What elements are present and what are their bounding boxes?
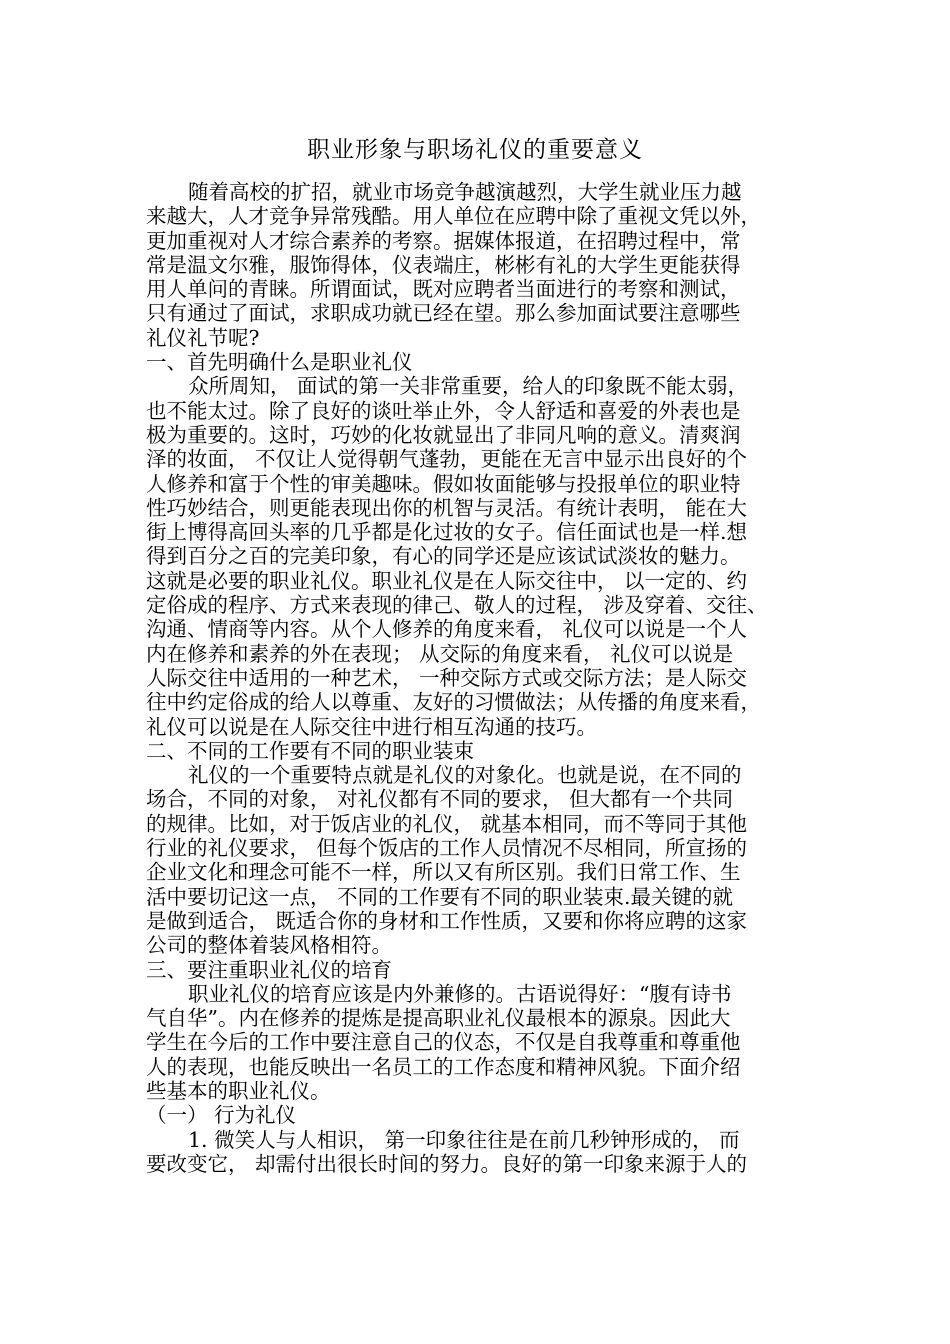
document-title: 职业形象与职场礼仪的重要意义	[307, 137, 643, 163]
text-line: 行业的礼仪要求， 但每个饭店的工作人员情况不尽相同，所宣扬的	[146, 836, 748, 861]
text-line: 1. 微笑人与人相识， 第一印象往往是在前几秒钟形成的， 而	[188, 1127, 740, 1152]
text-line: 这就是必要的职业礼仪。职业礼仪是在人际交往中， 以一定的、约	[146, 568, 748, 593]
section-heading: 三、要注重职业礼仪的培育	[146, 957, 392, 982]
text-line: 场合，不同的对象， 对礼仪都有不同的要求， 但大都有一个共同	[146, 787, 734, 812]
text-line: 气自华”。内在修养的提炼是提高职业礼仪最根本的源泉。因此大	[146, 1006, 731, 1031]
text-line: 企业文化和理念可能不一样，所以又有所区别。我们日常工作、生	[146, 860, 741, 885]
text-line: 街上博得高回头率的几乎都是化过妆的女子。信任面试也是一样.想	[146, 520, 748, 545]
text-line: 的规律。比如，对于饭店业的礼仪， 就基本相同，而不等同于其他	[146, 811, 748, 836]
text-line: 也不能太过。除了良好的谈吐举止外，令人舒适和喜爱的外表也是	[146, 398, 741, 423]
text-line: 更加重视对人才综合素养的考察。据媒体报道，在招聘过程中，常	[146, 228, 741, 253]
text-line: 人修养和富于个性的审美趣味。假如妆面能够与投报单位的职业特	[146, 471, 741, 496]
text-line: 往中约定俗成的给人以尊重、友好的习惯做法；从传播的角度来看，	[146, 690, 761, 715]
text-line: 得到百分之百的完美印象，有心的同学还是应该试试淡妆的魅力。	[146, 544, 741, 569]
text-line: 众所周知， 面试的第一关非常重要，给人的印象既不能太弱，	[188, 374, 749, 399]
text-line: 极为重要的。这时，巧妙的化妆就显出了非同凡响的意义。清爽润	[146, 422, 741, 447]
text-line: 学生在今后的工作中要注意自己的仪态，不仅是自我尊重和尊重他	[146, 1030, 741, 1055]
text-line: 沟通、情商等内容。从个人修养的角度来看， 礼仪可以说是一个人	[146, 617, 748, 642]
text-line: 人的表现，也能反映出一名员工的工作态度和精神风貌。下面介绍	[146, 1054, 741, 1079]
text-line: 礼仪的一个重要特点就是礼仪的对象化。也就是说，在不同的	[188, 763, 742, 788]
text-line: 常是温文尔雅，服饰得体，仪表端庄，彬彬有礼的大学生更能获得	[146, 252, 741, 277]
text-line: 些基本的职业礼仪。	[146, 1078, 331, 1103]
text-line: 礼仪礼节呢?	[146, 325, 260, 350]
text-line: 泽的妆面， 不仅让人觉得朝气蓬勃，更能在无言中显示出良好的个	[146, 447, 748, 472]
text-line: 用人单问的青睐。所谓面试，既对应聘者当面进行的考察和测试，	[146, 277, 741, 302]
text-line: 要改变它， 却需付出很长时间的努力。良好的第一印象来源于人的	[146, 1151, 748, 1176]
text-line: 公司的整体着装风格相符。	[146, 933, 392, 958]
text-line: 内在修养和素养的外在表现； 从交际的角度来看， 礼仪可以说是	[146, 641, 734, 666]
section-heading: 二、不同的工作要有不同的职业装束	[146, 738, 474, 763]
text-line: 性巧妙结合，则更能表现出你的机智与灵活。有统计表明， 能在大	[146, 495, 748, 520]
text-line: 来越大，人才竞争异常残酷。用人单位在应聘中除了重视文凭以外，	[146, 204, 761, 229]
text-line: 职业礼仪的培育应该是内外兼修的。古语说得好：“腹有诗书	[188, 981, 732, 1006]
document-body	[146, 180, 826, 1176]
text-line: 活中要切记这一点， 不同的工作要有不同的职业装束.最关键的就	[146, 884, 734, 909]
section-heading: （一） 行为礼仪	[146, 1103, 297, 1128]
text-line: 人际交往中适用的一种艺术， 一种交际方式或交际方法；是人际交	[146, 665, 748, 690]
text-line: 礼仪可以说是在人际交往中进行相互沟通的技巧。	[146, 714, 597, 739]
section-heading: 一、首先明确什么是职业礼仪	[146, 350, 413, 375]
text-line: 是做到适合， 既适合你的身材和工作性质，又要和你将应聘的这家	[146, 908, 748, 933]
text-line: 定俗成的程序、方式来表现的律己、敬人的过程， 涉及穿着、交往、	[146, 593, 768, 618]
text-line: 随着高校的扩招，就业市场竞争越演越烈，大学生就业压力越	[188, 180, 742, 204]
text-line: 只有通过了面试，求职成功就已经在望。那么参加面试要注意哪些	[146, 301, 741, 326]
